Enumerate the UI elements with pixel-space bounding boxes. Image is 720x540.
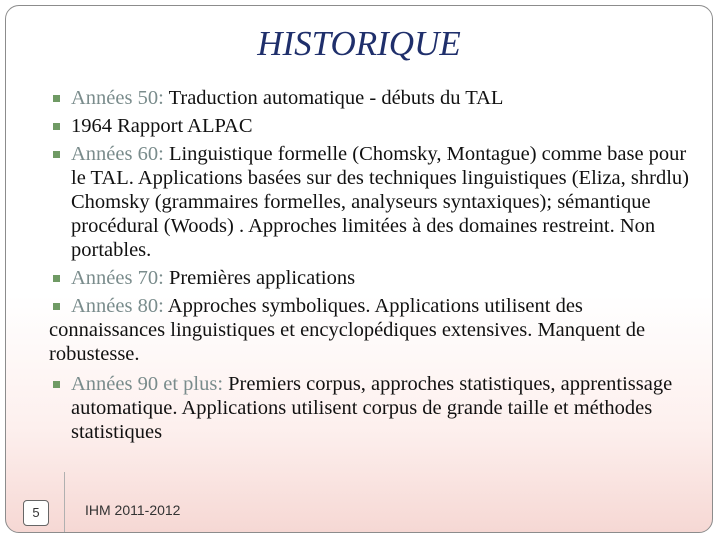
square-bullet-icon	[53, 151, 60, 158]
square-bullet-icon	[53, 381, 60, 388]
list-item	[49, 142, 689, 262]
slide-title: HISTORIQUE	[257, 24, 461, 63]
item-lead: Années 80:	[71, 295, 164, 317]
slide-number: 5	[23, 500, 49, 526]
item-text: Premiers corpus, approches statistiques, apprentissage automatique. Applications utilisent corpus de grande taille et méthodes statistiques	[71, 373, 673, 443]
bullet-list	[49, 86, 689, 450]
item-lead: Années 70:	[71, 267, 164, 289]
footer-text: IHM 2011-2012	[85, 502, 181, 518]
item-text: Linguistique formelle (Chomsky, Montague) comme base pour le TAL. Applications basées sur des techniques linguistiques (Eliza, shrdlu) Chomsky (grammaires formelles, analyseurs syntaxiques); sémantique procédural (Woods) . Approches limitées à des domaines restreint. Non portables.	[71, 143, 689, 261]
square-bullet-icon	[53, 95, 60, 102]
item-text: Premières applications	[163, 267, 356, 289]
list-item	[27, 294, 689, 366]
list-item	[49, 114, 689, 138]
item-lead: Années 60:	[71, 143, 164, 165]
item-lead: Années 50:	[71, 87, 164, 109]
square-bullet-icon	[53, 303, 60, 310]
footer-divider	[64, 472, 65, 532]
square-bullet-icon	[53, 275, 60, 282]
item-text: Traduction automatique - débuts du TAL	[163, 87, 504, 109]
slide	[5, 5, 713, 533]
item-text: 1964 Rapport ALPAC	[71, 115, 253, 137]
list-item	[49, 86, 689, 110]
item-text: Approches symboliques. Applications utilisent des connaissances linguistiques et encyclopédiques extensives. Manquent de robustesse.	[49, 295, 646, 365]
item-lead: Années 90 et plus:	[71, 373, 224, 395]
square-bullet-icon	[53, 123, 60, 130]
list-item	[49, 266, 689, 290]
list-item	[49, 372, 689, 444]
